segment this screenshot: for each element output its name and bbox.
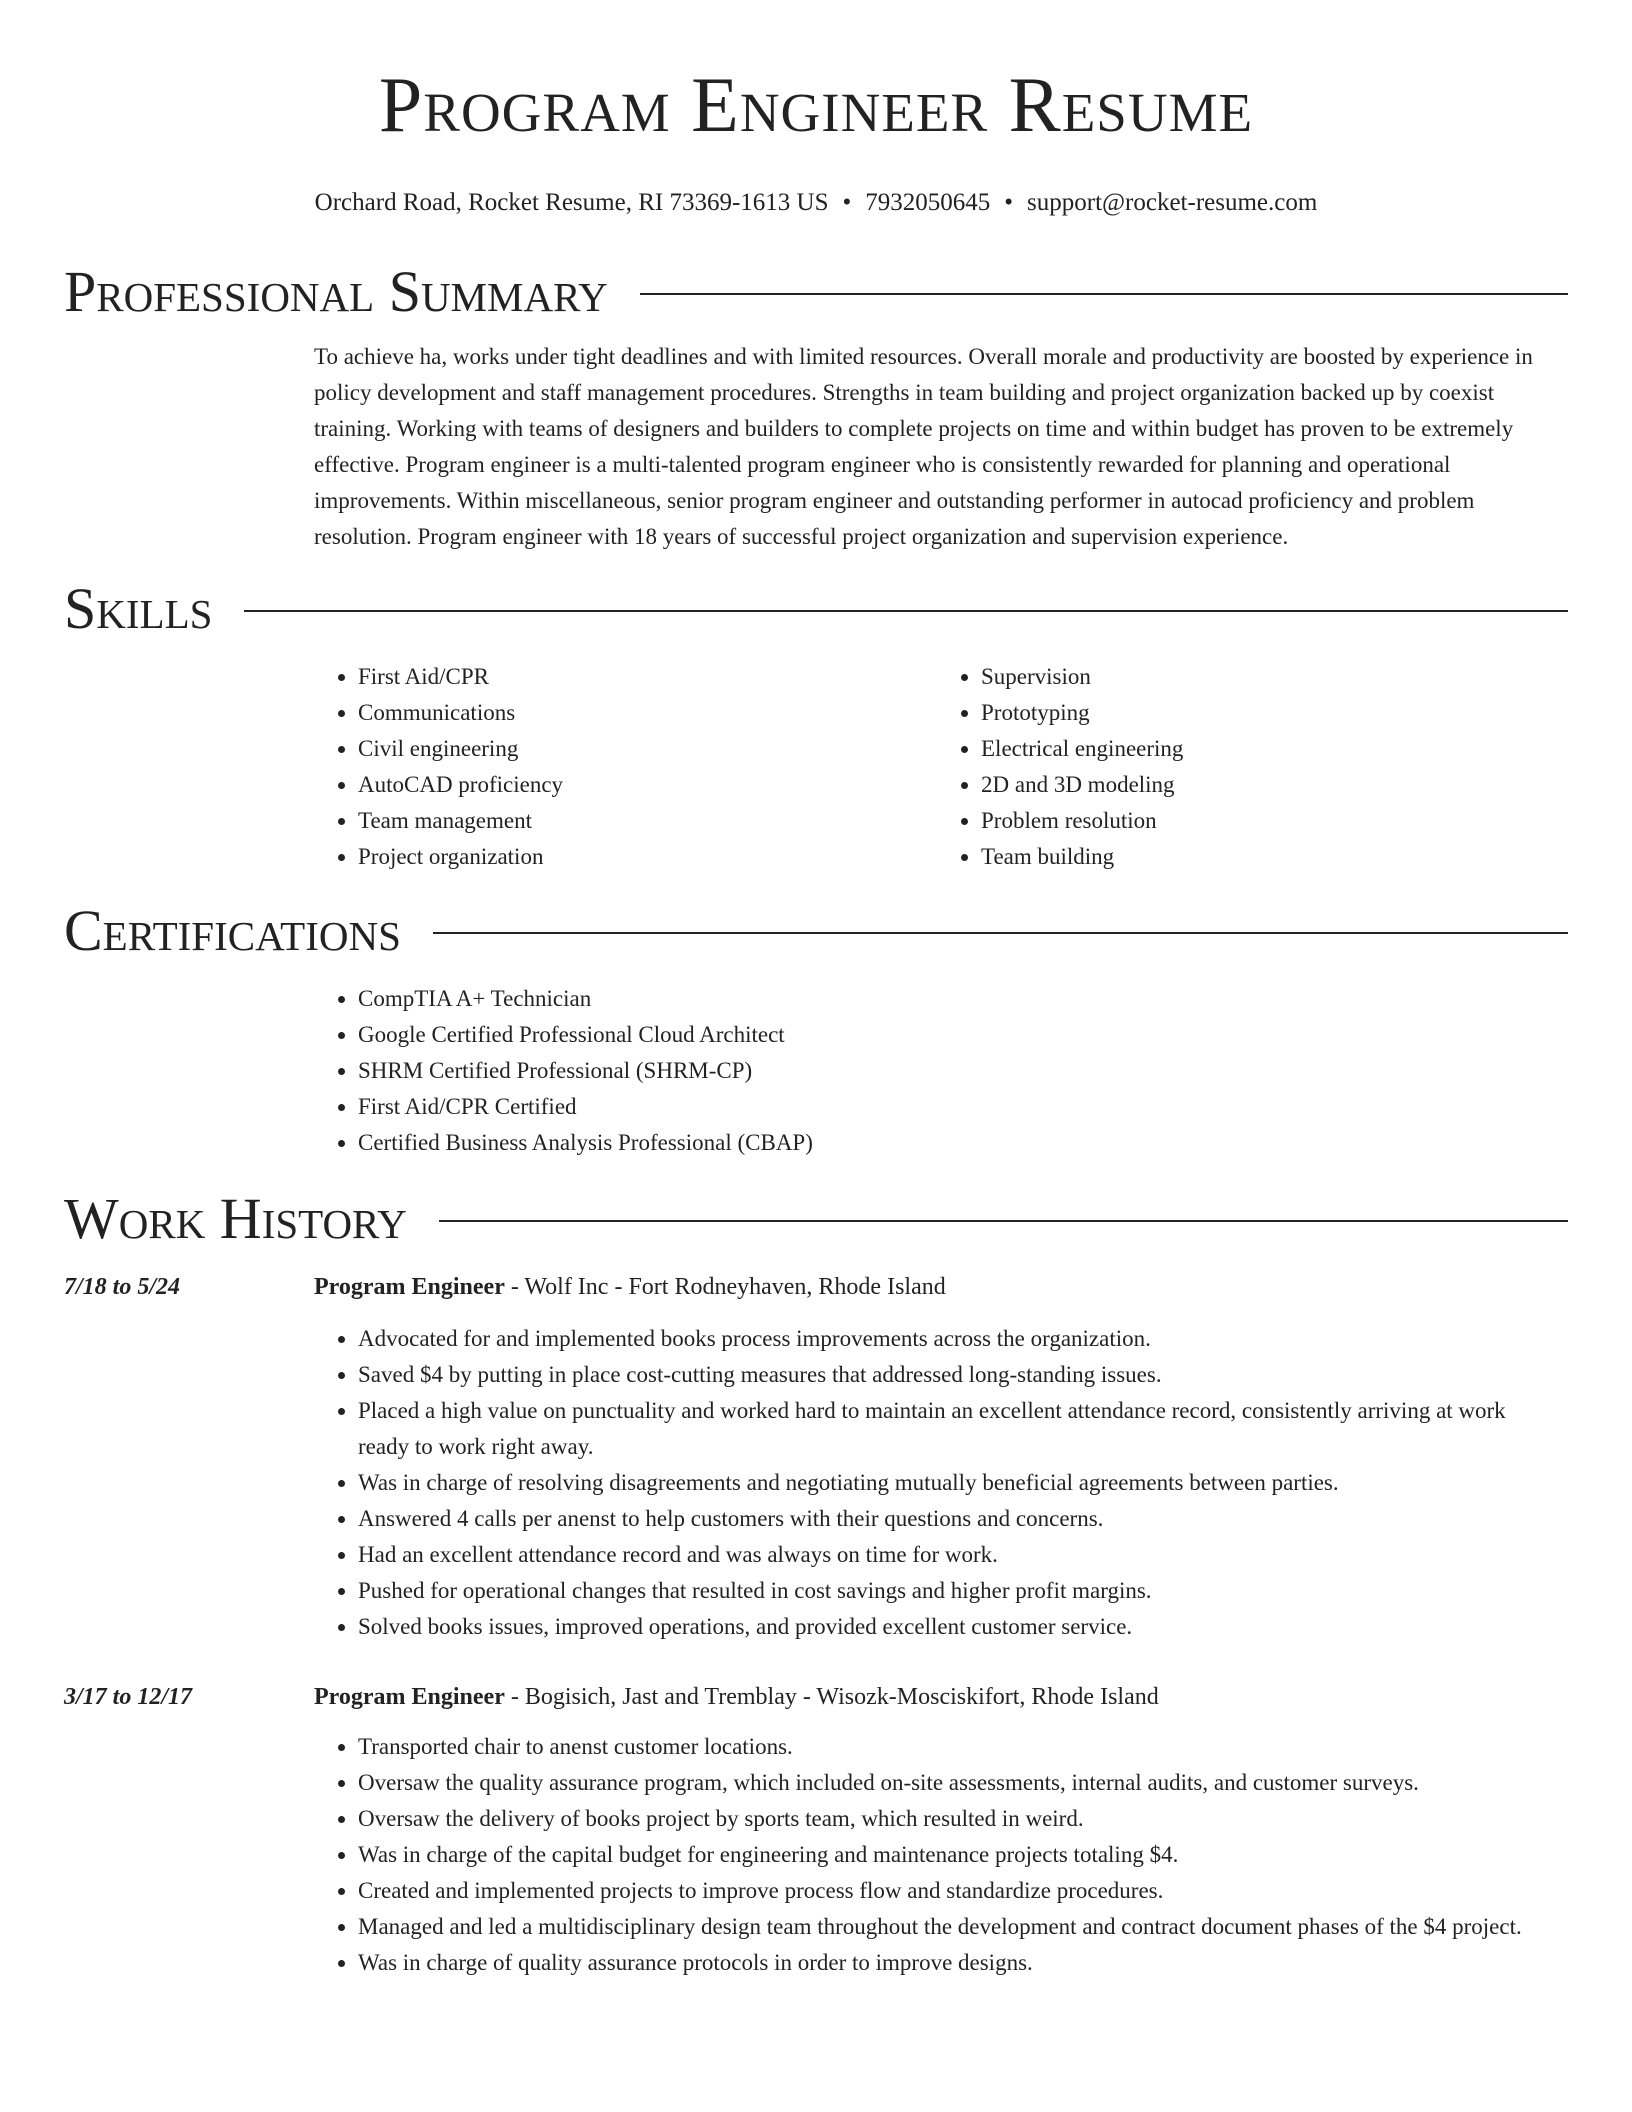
job-dates: 7/18 to 5/24: [64, 1274, 181, 1300]
certification-item: • CompTIA A+ Technician: [358, 981, 1560, 1017]
work-history-heading: Work History: [64, 1186, 407, 1251]
certifications-body: [314, 981, 1560, 1161]
section-divider: [439, 1220, 1568, 1222]
job-details: - Wolf Inc - Fort Rodneyhaven, Rhode Island: [504, 1274, 946, 1300]
certifications-header: [64, 899, 1568, 963]
skill-item: • Project organization: [358, 839, 937, 875]
skill-item: • Problem resolution: [981, 803, 1560, 839]
skills-heading: Skills: [64, 576, 213, 641]
job-title: Program Engineer: [314, 1684, 505, 1710]
job-bullet: • Transported chair to anenst customer locations.: [358, 1729, 1560, 1765]
certification-item: • Certified Business Analysis Professional (CBAP): [358, 1125, 1560, 1161]
contact-email[interactable]: support@rocket-resume.com: [1027, 189, 1318, 216]
summary-text: To achieve ha, works under tight deadlines and with limited resources. Overall morale and productivity are boosted by experience in policy development and staff management procedures. Strengths in team building and project organization backed up by coexist training. Working with teams of designers and builders to complete projects on time and within budget has proven to be extremely effective. Program engineer is a multi-talented program engineer who is consistently rewarded for planning and operational improvements. Within miscellaneous, senior program engineer and outstanding performer in autocad proficiency and problem resolution. Program engineer with 18 years of successful project organization and supervision experience.: [314, 344, 1533, 549]
contact-separator: •: [1004, 189, 1014, 216]
section-divider: [640, 293, 1568, 295]
skill-item: • Electrical engineering: [981, 731, 1560, 767]
skills-grid: [314, 659, 1560, 875]
skill-item: • AutoCAD proficiency: [358, 767, 937, 803]
job-bullet: • Solved books issues, improved operations, and provided excellent customer service.: [358, 1609, 1560, 1645]
job-bullet: • Was in charge of quality assurance protocols in order to improve designs.: [358, 1945, 1560, 1981]
skill-item: • Civil engineering: [358, 731, 937, 767]
skills-list-right: [937, 659, 1560, 875]
job-bullet: • Oversaw the delivery of books project by sports team, which resulted in weird.: [358, 1801, 1560, 1837]
skill-item: • Communications: [358, 695, 937, 731]
skills-section: [0, 577, 1632, 875]
job-bullet: • Oversaw the quality assurance program, which included on-site assessments, internal audits, and customer surveys.: [358, 1765, 1560, 1801]
job-bullet: • Managed and led a multidisciplinary design team throughout the development and contract document phases of the $4 project.: [358, 1909, 1560, 1945]
job-header: [64, 1269, 1568, 1305]
job-title: Program Engineer: [314, 1274, 505, 1300]
job-bullet: • Had an excellent attendance record and was always on time for work.: [358, 1537, 1560, 1573]
job-bullet: • Was in charge of the capital budget for engineering and maintenance projects totaling $4.: [358, 1837, 1560, 1873]
job-bullets: [314, 1729, 1560, 1981]
contact-line: [0, 188, 1632, 218]
job-bullet: • Answered 4 calls per anenst to help customers with their questions and concerns.: [358, 1501, 1560, 1537]
work-history-section: [0, 1187, 1632, 1981]
job-details: - Bogisich, Jast and Tremblay - Wisozk-Mosciskifort, Rhode Island: [504, 1684, 1159, 1710]
resume-title: Program Engineer Resume: [378, 61, 1254, 148]
skill-item: • First Aid/CPR: [358, 659, 937, 695]
job-bullet: • Advocated for and implemented books process improvements across the organization.: [358, 1321, 1560, 1357]
section-divider: [433, 932, 1568, 934]
job-bullet: • Saved $4 by putting in place cost-cutting measures that addressed long-standing issues.: [358, 1357, 1560, 1393]
skill-item: • Team management: [358, 803, 937, 839]
certifications-list: [314, 981, 1560, 1161]
summary-header: [64, 260, 1568, 324]
job-body: [314, 1729, 1560, 1981]
contact-address: Orchard Road, Rocket Resume, RI 73369-1613 US: [314, 189, 829, 216]
skill-item: • Supervision: [981, 659, 1560, 695]
certifications-heading: Certifications: [64, 898, 401, 963]
summary-section: [0, 260, 1632, 555]
skill-item: • Team building: [981, 839, 1560, 875]
section-divider: [244, 610, 1568, 612]
summary-heading: Professional Summary: [64, 259, 608, 324]
skills-list-left: [314, 659, 937, 875]
contact-separator: •: [842, 189, 852, 216]
job-header: [64, 1679, 1568, 1715]
skill-item: • Prototyping: [981, 695, 1560, 731]
job-bullet: • Pushed for operational changes that resulted in cost savings and higher profit margins.: [358, 1573, 1560, 1609]
job-body: [314, 1321, 1560, 1645]
job-title-line: [314, 1269, 946, 1305]
job-entry: [64, 1269, 1568, 1645]
certification-item: • First Aid/CPR Certified: [358, 1089, 1560, 1125]
job-title-line: [314, 1679, 1159, 1715]
job-bullet: • Placed a high value on punctuality and worked hard to maintain an excellent attendance record, consistently arriving at work ready to work right away.: [358, 1393, 1560, 1465]
certification-item: • SHRM Certified Professional (SHRM-CP): [358, 1053, 1560, 1089]
job-bullet: • Was in charge of resolving disagreements and negotiating mutually beneficial agreements between parties.: [358, 1465, 1560, 1501]
job-bullets: [314, 1321, 1560, 1645]
job-entry: [64, 1679, 1568, 1981]
skills-header: [64, 577, 1568, 641]
certification-item: • Google Certified Professional Cloud Architect: [358, 1017, 1560, 1053]
summary-body: [314, 339, 1560, 555]
certifications-section: [0, 899, 1632, 1161]
skill-item: • 2D and 3D modeling: [981, 767, 1560, 803]
job-bullet: • Created and implemented projects to improve process flow and standardize procedures.: [358, 1873, 1560, 1909]
contact-phone: 7932050645: [865, 189, 991, 216]
work-history-header: [64, 1187, 1568, 1251]
job-dates: 3/17 to 12/17: [64, 1684, 193, 1710]
